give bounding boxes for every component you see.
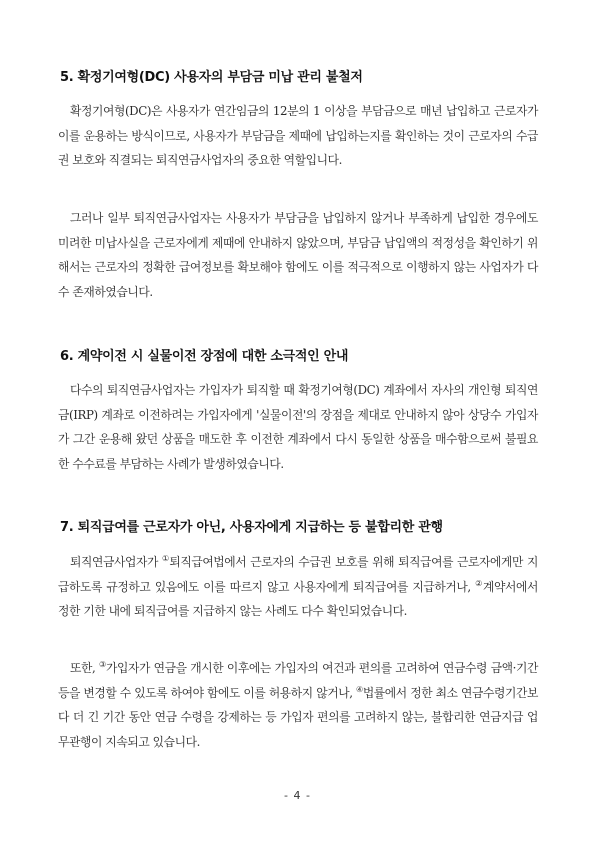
p1-body-text: 퇴직급여법에서 근로자의 수급권 보호를 위해 퇴직급여를 근로자에게만 지급하도록 규정하고 있음에도 이를 따르지 않고 사용자에게 퇴직급여를 지급하거나,: [58, 555, 538, 594]
section-5-title: 5. 확정기여형(DC) 사용자의 부담금 미납 관리 불철저: [60, 70, 363, 85]
section-7-paragraph-1: [58, 550, 538, 624]
section-7-title: 7. 퇴직급여를 근로자가 아닌, 사용자에게 지급하는 등 불합리한 관행: [60, 520, 443, 535]
section-6-paragraph-1: 다수의 퇴직연금사업자는 가입자가 퇴직할 때 확정기여형(DC) 계좌에서 자사의 개인형 퇴직연금(IRP) 계좌로 이전하려는 가입자에게 '실물이전'의 장점을 제대로 안내하지 않아 상당수 가입자가 그간 운용해 왔던 상품을 매도한 후 이전한 계좌에서 다시 동일한 상품을 매수함으로써 불필요한 수수료를 부담하는 사례가 발생하였습니다.: [58, 383, 538, 471]
page-number: - 4 -: [284, 789, 311, 802]
circled-number-3: ③: [98, 660, 107, 670]
section-7-paragraph-2: [58, 656, 538, 754]
p2-lead-text: 또한,: [70, 661, 99, 675]
p2-body-text: 가입자가 연금을 개시한 이후에는 가입자의 여건과 편의를 고려하여 연금수령 금액·기간 등을 변경할 수 있도록 하여야 함에도 이를 허용하지 않거나,: [58, 661, 538, 700]
p1-tail-text: 계약서에서 정한 기한 내에 퇴직급여를 지급하지 않는 사례도 다수 확인되었습니다.: [58, 579, 539, 618]
section-6-title: 6. 계약이전 시 실물이전 장점에 대한 소극적인 안내: [60, 349, 349, 364]
p2-tail-text: 법률에서 정한 최소 연금수령기간보다 더 긴 기간 동안 연금 수령을 강제하는 등 가입자 편의를 고려하지 않는, 불합리한 연금지급 업무관행이 지속되고 있습니다.: [58, 685, 538, 749]
circled-number-2: ②: [475, 578, 484, 588]
section-5-paragraph-2: 그러나 일부 퇴직연금사업자는 사용자가 부담금을 납입하지 않거나 부족하게 납입한 경우에도 미려한 미납사실을 근로자에게 제때에 안내하지 않았으며, 부담금 납입액의 적정성을 확인하기 위해서는 근로자의 정확한 급여정보를 확보해야 함에도 이를 적극적으로 이행하지 않는 사업자가 다수 존재하였습니다.: [58, 211, 538, 299]
p1-lead-text: 퇴직연금사업자가: [70, 555, 162, 569]
circled-number-1: ①: [161, 554, 170, 564]
section-5-paragraph-1: 확정기여형(DC)은 사용자가 연간임금의 12분의 1 이상을 부담금으로 매년 납입하고 근로자가 이를 운용하는 방식이므로, 사용자가 부담금을 제때에 납입하는지를 확인하는 것이 근로자의 수급권 보호와 직결되는 퇴직연금사업자의 중요한 역할입니다.: [58, 104, 538, 167]
circled-number-4: ④: [355, 684, 363, 694]
